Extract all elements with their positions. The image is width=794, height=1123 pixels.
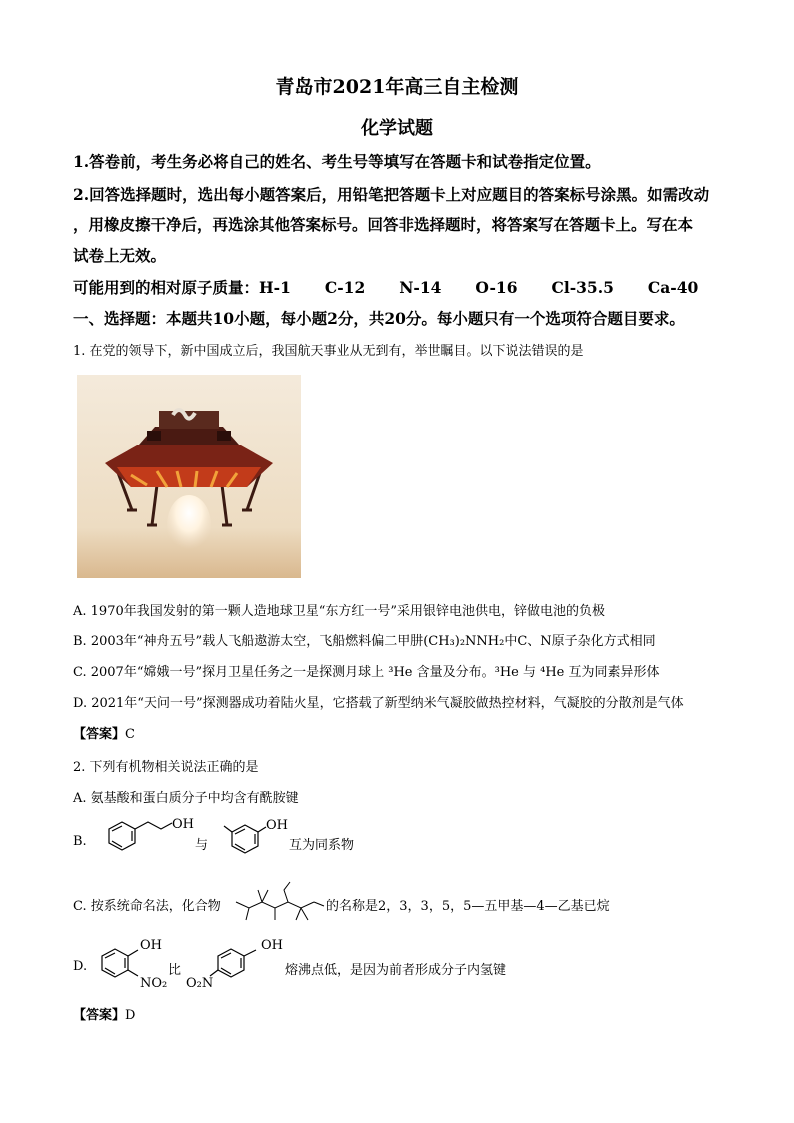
atomic-masses xyxy=(73,276,732,298)
q2-option-c-prefix: C. 按系统命名法，化合物 xyxy=(73,899,221,914)
page-title: 青岛市2021年高三自主检测 xyxy=(275,76,519,98)
q1-answer xyxy=(73,723,135,742)
q2-option-b-prefix: B. xyxy=(73,834,87,849)
q1-option-c: C. 2007年“嫦娥一号”探月卫星任务之一是探测月球上 ³He 含量及分布。³He 与 ⁴He 互为同素异形体 xyxy=(73,665,660,680)
q2-option-b-suffix: 互为同系物 xyxy=(289,838,355,853)
q2-b-connector: 与 xyxy=(195,838,209,853)
question-1-stem: 1. 在党的领导下，新中国成立后，我国航天事业从无到有，举世瞩目。以下说法错误的是 xyxy=(73,344,584,359)
q2-d-connector: 比 xyxy=(168,963,182,978)
q2-d-oh-2: OH xyxy=(261,938,283,953)
q2-option-d-prefix: D. xyxy=(73,959,88,974)
section-heading: 一、选择题：本题共10小题，每小题2分，共20分。每小题只有一个选项符合题目要求。 xyxy=(73,309,685,328)
phenylethanol-structure xyxy=(96,818,176,864)
q1-option-d: D. 2021年“天问一号”探测器成功着陆火星，它搭载了新型纳米气凝胶做热控材料，气凝胶的分散剂是气体 xyxy=(73,696,684,711)
instruction-2: 2.回答选择题时，选出每小题答案后，用铅笔把答题卡上对应题目的答案标号涂黑。如需改动 xyxy=(73,185,710,204)
q2-b-oh-1: OH xyxy=(172,817,194,832)
mass-item: Ca-40 xyxy=(647,278,699,297)
atomic-masses-label: 可能用到的相对原子质量： xyxy=(73,278,260,297)
q2-answer xyxy=(73,1004,135,1023)
instruction-2-end: 试卷上无效。 xyxy=(73,246,167,265)
q1-option-a: A. 1970年我国发射的第一颗人造地球卫星“东方红一号”采用银锌电池供电，锌做电池的负极 xyxy=(73,604,606,619)
q2-option-d-suffix: 熔沸点低，是因为前者形成分子内氢键 xyxy=(285,963,507,978)
mass-item: C-12 xyxy=(324,278,366,297)
instruction-1: 1.答卷前，考生务必将自己的姓名、考生号等填写在答题卡和试卷指定位置。 xyxy=(73,152,601,171)
mass-item: N-14 xyxy=(399,278,442,297)
o-nitrophenol-structure xyxy=(96,944,142,988)
instruction-2-cont: ，用橡皮擦干净后，再选涂其他答案标号。回答非选择题时，将答案写在答题卡上。写在本 xyxy=(73,215,694,234)
answer-label: 【答案】 xyxy=(73,727,126,742)
alkane-structure xyxy=(234,880,326,924)
page-subtitle: 化学试题 xyxy=(361,118,433,139)
question-2-stem: 2. 下列有机物相关说法正确的是 xyxy=(73,760,259,775)
q2-option-c-suffix: 的名称是2，3，3，5，5—五甲基—4—乙基已烷 xyxy=(326,899,610,914)
mass-item: O-16 xyxy=(475,278,518,297)
mass-item: H-1 xyxy=(259,278,291,297)
q2-d-no2-1: NO₂ xyxy=(140,976,168,991)
answer-value: D xyxy=(125,1008,136,1023)
answer-label: 【答案】 xyxy=(73,1008,126,1023)
mars-lander-image xyxy=(77,375,301,578)
q2-option-a: A. 氨基酸和蛋白质分子中均含有酰胺键 xyxy=(73,791,299,806)
mass-item: Cl-35.5 xyxy=(551,278,614,297)
p-nitrophenol-structure xyxy=(204,944,266,988)
answer-value: C xyxy=(125,727,135,742)
q1-option-b: B. 2003年“神舟五号”载人飞船遨游太空，飞船燃料偏二甲肼(CH₃)₂NNH₂中C、N原子杂化方式相同 xyxy=(73,634,656,649)
q2-b-oh-2: OH xyxy=(266,818,288,833)
q2-d-oh-1: OH xyxy=(140,938,162,953)
q2-d-no2-2: O₂N xyxy=(186,976,214,991)
